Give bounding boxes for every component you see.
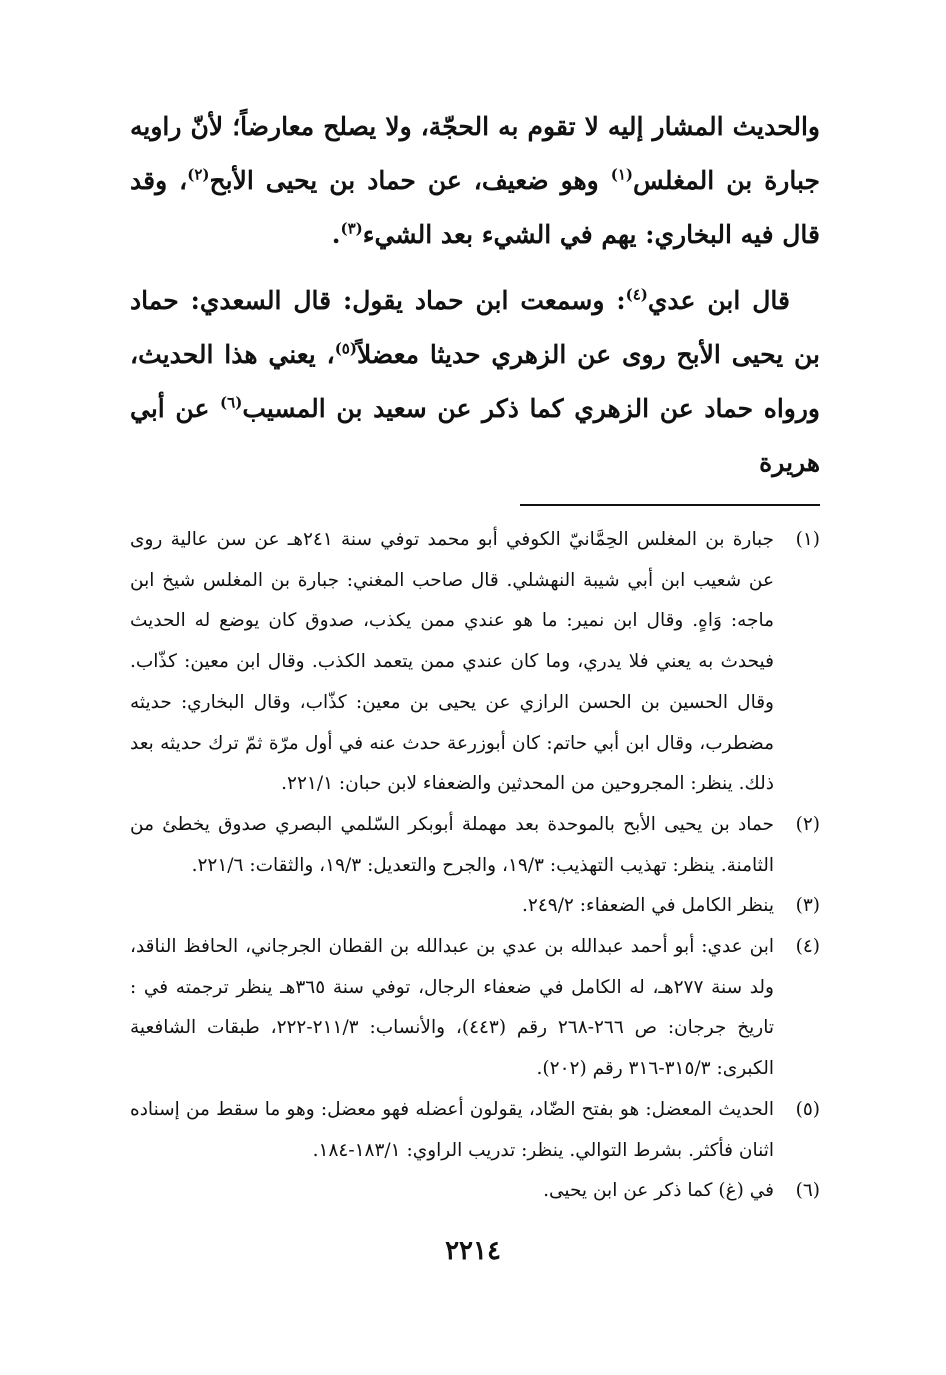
footnote-number: (٦) <box>795 1180 820 1202</box>
page-content <box>130 100 820 1212</box>
paragraph-2-text: عن أبي هريرة <box>130 394 820 477</box>
footnote-number: (١) <box>795 529 820 550</box>
footnote-6 <box>130 1171 820 1212</box>
footnote-2 <box>130 805 820 886</box>
footnote-text: حماد بن يحيى الأبح بالموحدة بعد مهملة أبوبكر السّلمي البصري صدوق يخطئ من الثامنة. ينظر: تهذيب التهذيب: ١٩/٣، والجرح والتعديل: ١٩/٣، والثقات: ٢٢١/٦. <box>130 813 774 876</box>
footnote-4 <box>130 927 820 1090</box>
paragraph-1 <box>130 100 820 262</box>
paragraph-1-text: والحديث المشار إليه لا تقوم به الحجّة، ولا يصلح معارضاً؛ لأنّ راويه جبارة بن المغلس <box>130 112 820 195</box>
footnote-text: الحديث المعضل: هو بفتح الضّاد، يقولون أعضله فهو معضل: وهو ما سقط من إسناده اثنان فأكثر. بشرط التوالي. ينظر: تدريب الراوي: ١٨٣/١-١٨٤. <box>130 1098 774 1161</box>
footnote-number: (٥) <box>795 1098 820 1120</box>
paragraph-2-text: قال ابن عدي <box>647 286 790 315</box>
paragraph-2 <box>130 274 820 490</box>
paragraph-1-text: وهو ضعيف، عن حماد بن يحيى الأبح <box>209 166 611 195</box>
paragraph-2-text: ، يعني هذا الحديث، ورواه حماد عن الزهري كما ذكر عن سعيد بن المسيب <box>130 340 820 423</box>
footnote-number: (٢) <box>795 813 820 835</box>
footnote-text: ابن عدي: أبو أحمد عبدالله بن عدي بن عبدالله بن القطان الجرجاني، الحافظ الناقد، ولد سنة ٢٧٧هـ، له الكامل في ضعفاء الرجال، توفي سنة ٣٦٥هـ ينظر ترجمته في : تاريخ جرجان: ص ٢٦٦-٢٦٨ رقم (٤٤٣)، والأنساب: ٢١١/٣-٢٢٢، طبقات الشافعية الكبرى: ٣١٥/٣-٣١٦ رقم (٢٠٢). <box>130 936 774 1080</box>
paragraph-2-text: : وسمعت ابن حماد يقول: قال السعدي: حماد بن يحيى الأبح روى عن الزهري حديثا معضلاً <box>130 286 821 369</box>
main-text <box>130 100 820 490</box>
paragraph-1-text: ، وقد قال فيه البخاري: يهم في الشيء بعد الشيء <box>130 166 820 249</box>
footnote-text: في (غ) كما ذكر عن ابن يحيى. <box>543 1180 774 1202</box>
footnote-number: (٤) <box>795 936 820 958</box>
page-number: ٢٢١٤ <box>445 1236 501 1266</box>
paragraph-1-text: . <box>331 220 341 249</box>
footnote-ref-6: (٦) <box>220 393 243 412</box>
footnote-1 <box>130 520 820 805</box>
footnotes <box>130 520 820 1212</box>
footnote-ref-3: (٣) <box>340 219 363 238</box>
footnote-ref-5: (٥) <box>334 339 357 358</box>
footnote-3 <box>130 886 820 927</box>
footnote-ref-2: (٢) <box>187 165 210 184</box>
footnote-5 <box>130 1090 820 1171</box>
footnote-ref-1: (١) <box>610 165 634 184</box>
footnote-number: (٣) <box>795 895 820 917</box>
footnote-text: ينظر الكامل في الضعفاء: ٢٤٩/٢. <box>522 895 774 917</box>
footnote-ref-4: (٤) <box>625 285 648 304</box>
footnote-divider <box>520 504 820 506</box>
footnote-text: جبارة بن المغلس الحِمَّانيّ الكوفي أبو محمد توفي سنة ٢٤١هـ عن سن عالية روى عن شعيب ابن أبي شيبة النهشلي. قال صاحب المغني: جبارة بن المغلس شيخ ابن ماجه: وَاهٍ. وقال ابن نمير: ما هو عندي ممن يكذب، صدوق كان يوضع له الحديث فيحدث به يعني فلا يدري، وما كان عندي ممن يتعمد الكذب. وقال ابن معين: كذّاب. وقال الحسين بن الحسن الرازي عن يحيى بن معين: كذّاب، وقال البخاري: حديثه مضطرب، وقال ابن أبي حاتم: كان أبوزرعة حدث عنه في أول مرّة ثمّ ترك حديثه بعد ذلك. ينظر: المجروحين من المحدثين والضعفاء لابن حبان: ٢٢١/١. <box>130 529 774 795</box>
